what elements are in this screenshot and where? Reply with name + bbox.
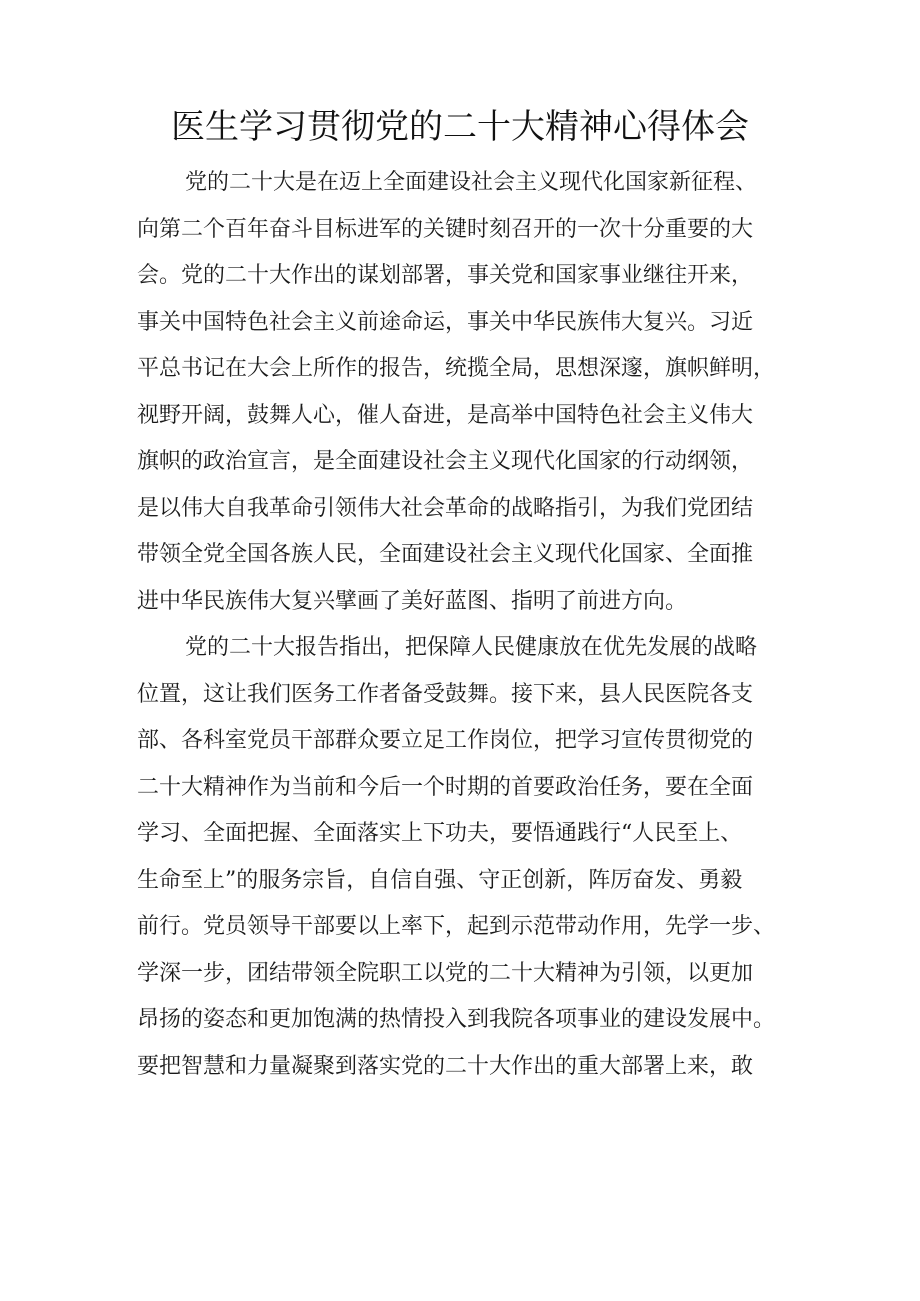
paragraph-line: 要把智慧和力量凝聚到落实党的二十大作出的重大部署上来，敢 <box>137 1053 754 1079</box>
paragraph-line: 视野开阔，鼓舞人心，催人奋进，是高举中国特色社会主义伟大 <box>137 402 754 428</box>
paragraph-2 <box>137 625 797 1090</box>
paragraph-line: 前行。党员领导干部要以上率下，起到示范带动作用，先学一步、 <box>137 914 776 939</box>
paragraph-line: 进中华民族伟大复兴擘画了美好蓝图、指明了前进方向。 <box>137 588 688 614</box>
paragraph-line: 学深一步，团结带领全院职工以党的二十大精神为引领，以更加 <box>137 960 754 986</box>
paragraph-line: 昂扬的姿态和更加饱满的热情投入到我院各项事业的建设发展中。 <box>137 1007 776 1032</box>
paragraph-line: 位置，这让我们医务工作者备受鼓舞。接下来，县人民医院各支 <box>137 681 754 707</box>
paragraph-line: 是以伟大自我革命引领伟大社会革命的战略指引，为我们党团结 <box>137 495 754 521</box>
paragraph-line: 部、各科室党员干部群众要立足工作岗位，把学习宣传贯彻党的 <box>137 728 754 753</box>
paragraph-line: 带领全党全国各族人民，全面建设社会主义现代化国家、全面推 <box>137 542 754 567</box>
paragraph-line: 二十大精神作为当前和今后一个时期的首要政治任务，要在全面 <box>137 774 754 800</box>
paragraph-line: 党的二十大报告指出，把保障人民健康放在优先发展的战略 <box>185 635 758 660</box>
paragraph-line: 学习、全面把握、全面落实上下功夫，要悟通践行“人民至上、 <box>137 821 743 846</box>
document-body <box>137 160 797 1090</box>
paragraph-1 <box>137 160 797 625</box>
paragraph-line: 生命至上”的服务宗旨，自信自强、守正创新，阵厉奋发、勇毅 <box>137 867 743 893</box>
document-title: 医生学习贯彻党的二十大精神心得体会 <box>171 107 749 147</box>
paragraph-line: 平总书记在大会上所作的报告，统揽全局，思想深邃，旗帜鲜明， <box>137 356 776 381</box>
paragraph-line: 事关中国特色社会主义前途命运，事关中华民族伟大复兴。习近 <box>137 309 754 335</box>
paragraph-line: 党的二十大是在迈上全面建设社会主义现代化国家新征程、 <box>185 170 758 195</box>
paragraph-line: 向第二个百年奋斗目标进军的关键时刻召开的一次十分重要的大 <box>137 216 754 242</box>
paragraph-line: 会。党的二十大作出的谋划部署，事关党和国家事业继往开来， <box>137 263 754 288</box>
paragraph-line: 旗帜的政治宣言，是全面建设社会主义现代化国家的行动纲领， <box>137 449 754 474</box>
